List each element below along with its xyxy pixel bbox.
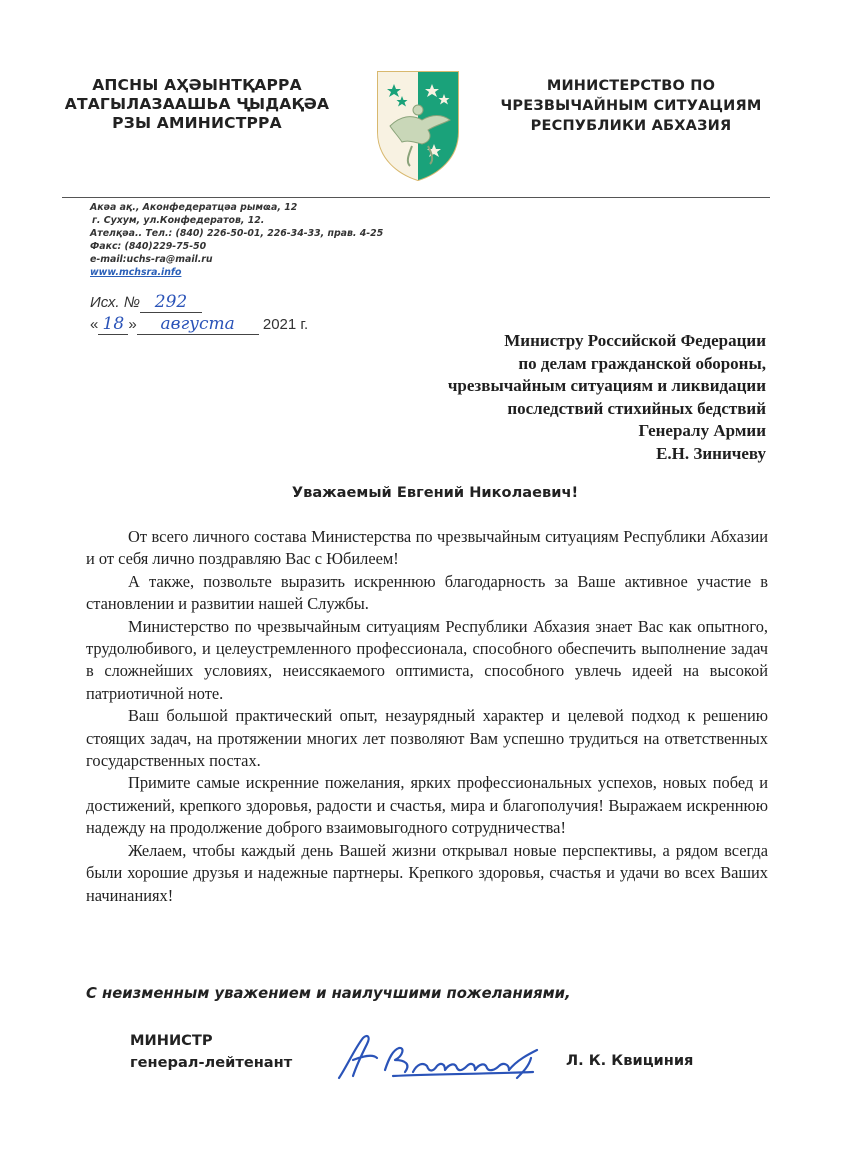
date-month: августа xyxy=(137,314,259,335)
body-paragraph: Министерство по чрезвычайным ситуациям Республики Абхазия знает Вас как опытного, трудолюбивого, и целеустремленного профессионала, способного обеспечить выполнение задач в сложнейших условиях, неиссякаемого оптимиста, способного увлечь идеей на высокой патриотичной ноте. xyxy=(86,616,768,703)
signatory-name: Л. К. Квициния xyxy=(566,1052,694,1069)
header-right-line: МИНИСТЕРСТВО ПО xyxy=(546,78,716,94)
date-day: 18 xyxy=(98,314,128,335)
number-value: 292 xyxy=(140,292,202,313)
contact-block xyxy=(90,201,490,279)
date-year: 2021 г. xyxy=(262,316,309,333)
addressee-line: по делам гражданской обороны, xyxy=(518,353,766,373)
addressee-line: Е.Н. Зиничеву xyxy=(656,443,766,463)
header-left-line: АТАГЫЛАЗААШЬА ҶЫДАҚӘА xyxy=(64,95,330,113)
outgoing-date xyxy=(90,314,308,335)
addressee-line: последствий стихийных бедствий xyxy=(507,398,766,418)
signature-icon xyxy=(333,1030,549,1086)
signatory-title: МИНИСТР xyxy=(130,1032,213,1049)
header-right-line: РЕСПУБЛИКИ АБХАЗИЯ xyxy=(530,118,732,134)
letter-body xyxy=(86,526,768,907)
body-paragraph: Желаем, чтобы каждый день Вашей жизни открывал новые перспективы, а рядом всегда были хорошие друзья и надежные партнеры. Крепкого здоровья, счастья и удачи во всех Ваших начинаниях! xyxy=(86,840,768,905)
addressee-block xyxy=(370,330,766,466)
number-label: Исх. № xyxy=(90,294,140,311)
contact-line: г. Сухум, ул.Конфедератов, 12. xyxy=(92,215,265,226)
body-paragraph: А также, позвольте выразить искреннюю благодарность за Ваше активное участие в становлении и развитии нашей Службы. xyxy=(86,571,768,614)
addressee-line: Министру Российской Федерации xyxy=(504,331,766,350)
body-paragraph: Примите самые искренние пожелания, ярких профессиональных успехов, новых побед и достижений, крепкого здоровья, радости и счастья, мира и благополучия! Выражаем искреннюю надежду на продолжение доброго взаимовыгодного сотрудничества! xyxy=(86,773,768,838)
contact-line: Акәа ақ., Аконфедератцәа рымҩа, 12 xyxy=(90,202,298,213)
header-right-line: ЧРЕЗВЫЧАЙНЫМ СИТУАЦИЯМ xyxy=(500,98,762,114)
closing-phrase: С неизменным уважением и наилучшими пожеланиями, xyxy=(86,985,571,1002)
body-paragraph: Ваш большой практический опыт, незаурядный характер и целевой подход к решению стоящих задач, на протяжении многих лет позволяют Вам успешно трудиться на ответственных государственных постах. xyxy=(86,706,768,771)
salutation: Уважаемый Евгений Николаевич! xyxy=(291,484,579,501)
contact-line: Ателқәа.. Тел.: (840) 226-50-01, 226-34-33, прав. 4-25 xyxy=(90,228,384,239)
outgoing-number xyxy=(90,292,202,313)
body-paragraph: От всего личного состава Министерства по чрезвычайным ситуациям Республики Абхазии и от себя лично поздравляю Вас с Юбилеем! xyxy=(86,527,768,569)
contact-line: e-mail:uchs-ra@mail.ru xyxy=(90,254,213,265)
addressee-line: Генералу Армии xyxy=(638,421,766,441)
header-left-line: РЗЫ АМИНИСТРРА xyxy=(112,114,282,132)
coat-of-arms-icon xyxy=(372,70,464,182)
ministry-name-abkhaz xyxy=(62,76,332,133)
open-quote: « xyxy=(90,316,99,333)
header-divider xyxy=(62,197,770,198)
website-link[interactable]: www.mchsra.info xyxy=(90,267,182,278)
close-quote: » xyxy=(128,316,137,333)
signatory-position xyxy=(130,1030,292,1074)
signatory-rank: генерал-лейтенант xyxy=(130,1054,293,1071)
header-left-line: АПСНЫ АҲӘЫНТҚАРРА xyxy=(92,76,302,94)
contact-line: Факс: (840)229-75-50 xyxy=(90,241,207,252)
ministry-name-russian xyxy=(486,76,776,136)
addressee-line: чрезвычайным ситуациям и ликвидации xyxy=(447,376,766,396)
